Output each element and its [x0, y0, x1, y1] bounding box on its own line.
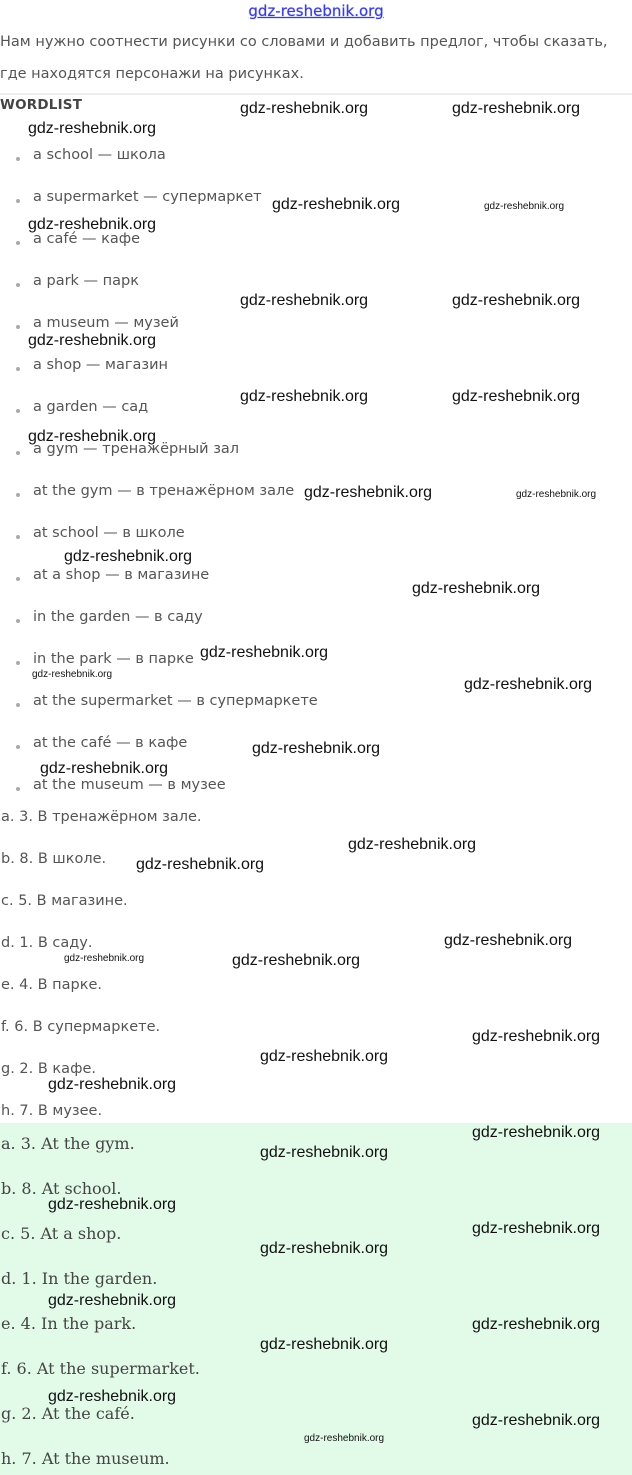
intro-line-1: Нам нужно соотнести рисунки со словами и добавить предлог, чтобы сказать,	[0, 34, 608, 50]
watermark: gdz-reshebnik.org	[452, 100, 581, 117]
answer-ru: f. 6. В супермаркете.	[1, 1019, 161, 1035]
wordlist-item: a café — кафе	[33, 231, 141, 247]
bullet-icon	[16, 577, 20, 581]
wordlist-item: a school — школа	[33, 147, 166, 163]
watermark: gdz-reshebnik.org	[452, 388, 581, 405]
watermark: gdz-reshebnik.org	[48, 1076, 177, 1093]
answer-ru: g. 2. В кафе.	[1, 1061, 96, 1077]
divider	[0, 93, 632, 95]
wordlist-item: a supermarket — супермаркет	[33, 189, 262, 205]
watermark: gdz-reshebnik.org	[412, 580, 541, 597]
wordlist-item: a shop — магазин	[33, 357, 168, 373]
watermark: gdz-reshebnik.org	[64, 953, 145, 964]
watermark: gdz-reshebnik.org	[484, 201, 565, 212]
answer-ru: e. 4. В парке.	[1, 977, 102, 993]
watermark: gdz-reshebnik.org	[136, 856, 265, 873]
watermark: gdz-reshebnik.org	[240, 388, 369, 405]
watermark: gdz-reshebnik.org	[48, 1196, 177, 1213]
wordlist-item: at a shop — в магазине	[33, 567, 210, 583]
answer-ru: c. 5. В магазине.	[1, 893, 128, 909]
answer-en: c. 5. At a shop.	[1, 1224, 122, 1243]
answer-en: g. 2. At the café.	[1, 1404, 135, 1423]
watermark: gdz-reshebnik.org	[252, 740, 381, 757]
wordlist-item: at the museum — в музее	[33, 777, 226, 793]
wordlist-item: a garden — сад	[33, 399, 149, 415]
watermark: gdz-reshebnik.org	[28, 120, 157, 137]
watermark: gdz-reshebnik.org	[452, 292, 581, 309]
answer-en: f. 6. At the supermarket.	[1, 1359, 200, 1378]
watermark: gdz-reshebnik.org	[260, 1048, 389, 1065]
watermark: gdz-reshebnik.org	[348, 836, 477, 853]
answer-ru: a. 3. В тренажёрном зале.	[1, 809, 202, 825]
watermark: gdz-reshebnik.org	[40, 760, 169, 777]
wordlist-item: a museum — музей	[33, 315, 179, 331]
wordlist-item: at the supermarket — в супермаркете	[33, 693, 318, 709]
watermark: gdz-reshebnik.org	[64, 548, 193, 565]
wordlist-item: a gym — тренажёрный зал	[33, 441, 240, 457]
answer-ru: h. 7. В музее.	[1, 1103, 103, 1119]
wordlist-item: at school — в школе	[33, 525, 185, 541]
answer-ru: b. 8. В школе.	[1, 851, 107, 867]
watermark: gdz-reshebnik.org	[28, 332, 157, 349]
watermark: gdz-reshebnik.org	[260, 1240, 389, 1257]
wordlist-item: a park — парк	[33, 273, 139, 289]
watermark: gdz-reshebnik.org	[472, 1316, 601, 1333]
watermark: gdz-reshebnik.org	[444, 932, 573, 949]
watermark: gdz-reshebnik.org	[240, 292, 369, 309]
bullet-icon	[16, 241, 20, 245]
watermark: gdz-reshebnik.org	[516, 489, 597, 500]
watermark: gdz-reshebnik.org	[28, 216, 157, 233]
answer-en: d. 1. In the garden.	[1, 1269, 158, 1288]
bullet-icon	[16, 409, 20, 413]
watermark: gdz-reshebnik.org	[232, 952, 361, 969]
watermark: gdz-reshebnik.org	[472, 1028, 601, 1045]
watermark: gdz-reshebnik.org	[48, 1292, 177, 1309]
wordlist-title: WORDLIST	[0, 97, 83, 113]
watermark: gdz-reshebnik.org	[272, 196, 401, 213]
watermark: gdz-reshebnik.org	[304, 1433, 385, 1444]
bullet-icon	[16, 325, 20, 329]
answer-en: h. 7. At the museum.	[1, 1449, 170, 1468]
bullet-icon	[16, 619, 20, 623]
wordlist-item: at the café — в кафе	[33, 735, 188, 751]
bullet-icon	[16, 451, 20, 455]
watermark: gdz-reshebnik.org	[472, 1220, 601, 1237]
watermark: gdz-reshebnik.org	[28, 428, 157, 445]
answer-en: e. 4. In the park.	[1, 1314, 137, 1333]
watermark: gdz-reshebnik.org	[464, 676, 593, 693]
bullet-icon	[16, 367, 20, 371]
watermark: gdz-reshebnik.org	[472, 1412, 601, 1429]
bullet-icon	[16, 787, 20, 791]
bullet-icon	[16, 157, 20, 161]
watermark: gdz-reshebnik.org	[200, 644, 329, 661]
watermark: gdz-reshebnik.org	[32, 669, 113, 680]
bullet-icon	[16, 745, 20, 749]
bullet-icon	[16, 703, 20, 707]
watermark: gdz-reshebnik.org	[260, 1144, 389, 1161]
answer-en: b. 8. At school.	[1, 1179, 122, 1198]
site-link[interactable]: gdz-reshebnik.org	[248, 2, 384, 20]
bullet-icon	[16, 535, 20, 539]
watermark: gdz-reshebnik.org	[48, 1388, 177, 1405]
watermark: gdz-reshebnik.org	[260, 1336, 389, 1353]
bullet-icon	[16, 661, 20, 665]
bullet-icon	[16, 199, 20, 203]
intro-line-2: где находятся персонажи на рисунках.	[0, 66, 304, 82]
wordlist-item: at the gym — в тренажёрном зале	[33, 483, 295, 499]
answer-en: a. 3. At the gym.	[1, 1134, 135, 1153]
answer-ru: d. 1. В саду.	[1, 935, 93, 951]
bullet-icon	[16, 283, 20, 287]
bullet-icon	[16, 493, 20, 497]
watermark: gdz-reshebnik.org	[472, 1124, 601, 1141]
wordlist-item: in the garden — в саду	[33, 609, 203, 625]
wordlist-item: in the park — в парке	[33, 651, 194, 667]
watermark: gdz-reshebnik.org	[240, 100, 369, 117]
watermark: gdz-reshebnik.org	[304, 484, 433, 501]
